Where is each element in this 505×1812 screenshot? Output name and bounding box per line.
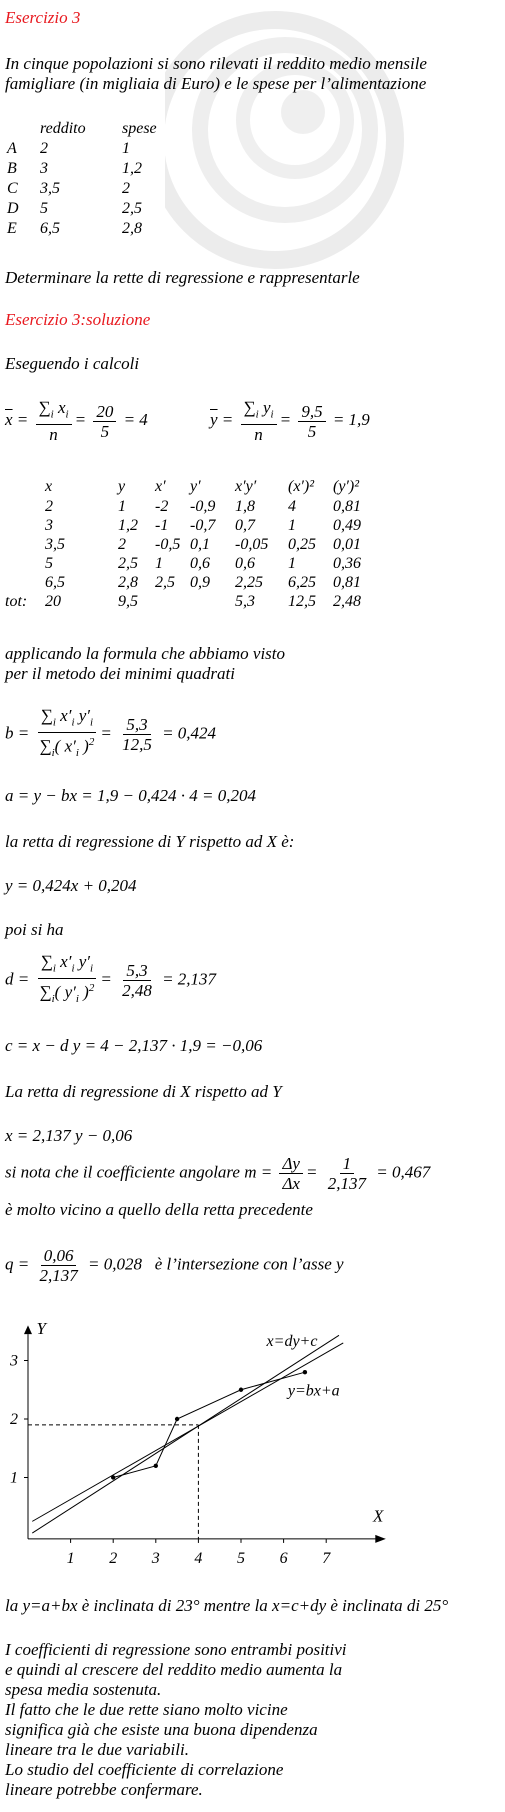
data-row-spese: 1 <box>122 140 130 157</box>
x-tick-label: 6 <box>279 1549 288 1567</box>
final-line: Lo studio del coefficiente di correlazione <box>5 1760 284 1779</box>
calc-table-cell: -0,05 <box>235 536 269 553</box>
calc-total-cell: 2,48 <box>333 593 361 610</box>
final-line: lineare tra le due variabili. <box>5 1740 189 1759</box>
final-line: significa già che esiste una buona dipendenza <box>5 1720 318 1739</box>
mean-y-formula: $\overline{y}$ = $\frac{\sum_i y_i}{n}$ = $\frac{9,5}{5}$ = 1,9 <box>210 398 370 445</box>
calc-table-cell: -2 <box>155 498 169 515</box>
data-row-reddito: 2 <box>40 140 48 157</box>
calc-table-cell: 3 <box>45 517 53 534</box>
intro-line-2: famigliare (in migliaia di Euro) e le spese per l’alimentazione <box>5 74 427 93</box>
data-row-label: D <box>7 200 19 217</box>
data-row-label: A <box>7 140 17 157</box>
x-tick-label: 1 <box>66 1549 75 1567</box>
calc-table-cell: 0,7 <box>235 517 255 534</box>
calc-total-cell: 5,3 <box>235 593 255 610</box>
x-tick-label: 7 <box>322 1549 331 1567</box>
calc-total-cell: 12,5 <box>288 593 316 610</box>
intro-line-1: In cinque popolazioni si sono rilevati il reddito medio mensile <box>5 54 427 73</box>
calc-table-cell: 1 <box>288 555 296 572</box>
calc-header-cell: x′ <box>155 478 166 495</box>
data-point <box>111 1475 115 1479</box>
calc-table-cell: 0,6 <box>235 555 255 572</box>
annotation-y-bx-a: y=bx+a <box>287 1382 340 1400</box>
calc-table-cell: -0,7 <box>190 517 216 534</box>
calc-table-cell: 0,81 <box>333 498 361 515</box>
x-tick-label: 3 <box>151 1549 160 1567</box>
calc-table-cell: 4 <box>288 498 296 515</box>
watermark-logo <box>165 0 465 270</box>
final-line: spesa media sostenuta. <box>5 1680 162 1699</box>
calc-table-cell: 5 <box>45 555 53 572</box>
calc-table-cell: 0,36 <box>333 555 361 572</box>
data-row-label: C <box>7 180 18 197</box>
reg-y-text: la retta di regressione di Y rispetto ad X è: <box>5 832 295 851</box>
calc-table-cell: 0,6 <box>190 555 210 572</box>
mean-x-formula: $\overline{x}$ = $\frac{\sum_i x_i}{n}$ = $\frac{20}{5}$ = 4 <box>5 398 148 445</box>
calc-intro: Eseguendo i calcoli <box>5 354 140 373</box>
annotation-x-dy-c: x=dy+c <box>266 1332 318 1350</box>
x-tick-label: 5 <box>237 1549 245 1567</box>
c-formula: c = x − d y = 4 − 2,137 · 1,9 = −0,06 <box>5 1036 263 1055</box>
x-tick-label: 4 <box>194 1549 203 1567</box>
data-row-label: E <box>7 220 17 237</box>
slope-line: si nota che il coefficiente angolare m = $\frac{\Delta y}{\Delta x}$ = $\frac{1}{2,137}$ = 0,467 <box>5 1154 431 1193</box>
reg-y-equation: y = 0,424x + 0,204 <box>5 876 137 895</box>
calc-header-cell: x <box>45 478 53 495</box>
calc-total-cell: 9,5 <box>118 593 138 610</box>
calc-table-cell: 0,01 <box>333 536 361 553</box>
calc-total-cell: 20 <box>45 593 61 610</box>
calc-table-cell: 2,5 <box>155 574 175 591</box>
slope-text-2: è molto vicino a quello della retta precedente <box>5 1200 313 1219</box>
x-axis-arrow <box>375 1535 386 1543</box>
formula-text-2: per il metodo dei minimi quadrati <box>5 664 235 683</box>
d-formula: d = $\frac{\sum_i x'_i y'_i}{\sum_i( y'_i )^2}$ = $\frac{5,3}{2,48}$ = 2,137 <box>5 952 217 1006</box>
calc-table-cell: 2 <box>45 498 53 515</box>
solution-title: Esercizio 3:soluzione <box>5 310 151 329</box>
y-tick-label: 2 <box>10 1411 18 1428</box>
final-line: e quindi al crescere del reddito medio aumenta la <box>5 1660 343 1679</box>
reg-x-equation: x = 2,137 y − 0,06 <box>5 1126 133 1145</box>
y-axis-label: Y <box>36 1319 46 1339</box>
calc-table-cell: 1,2 <box>118 517 138 534</box>
data-row-spese: 2,5 <box>122 200 142 217</box>
data-row-reddito: 3 <box>40 160 48 177</box>
calc-table-cell: -1 <box>155 517 169 534</box>
calc-header-cell: (x′)² <box>288 478 315 495</box>
regression-line <box>32 1332 339 1533</box>
data-point <box>303 1370 307 1374</box>
calc-table-cell: 3,5 <box>45 536 65 553</box>
calc-header-cell: (y′)² <box>333 478 360 495</box>
x-axis-label: X <box>373 1506 384 1526</box>
data-header-reddito: reddito <box>40 120 86 137</box>
data-point <box>175 1417 179 1421</box>
data-row-spese: 1,2 <box>122 160 142 177</box>
x-tick-label: 2 <box>109 1549 118 1567</box>
calc-table-cell: 6,25 <box>288 574 316 591</box>
data-row-reddito: 6,5 <box>40 220 60 237</box>
conclusion-line: la y=a+bx è inclinata di 23° mentre la x=c+dy è inclinata di 25° <box>5 1596 449 1615</box>
data-point <box>239 1388 243 1392</box>
regression-line <box>32 1343 343 1521</box>
data-row-spese: 2 <box>122 180 130 197</box>
calc-table-cell: 0,81 <box>333 574 361 591</box>
calc-table-cell: -0,9 <box>190 498 216 515</box>
y-axis-arrow <box>24 1325 32 1334</box>
data-header-spese: spese <box>122 120 157 137</box>
q-formula: q = $\frac{0,06}{2,137}$ = 0,028 è l’intersezione con l’asse y <box>5 1246 344 1285</box>
final-line: Il fatto che le due rette siano molto vicine <box>5 1700 288 1719</box>
data-row-reddito: 5 <box>40 200 48 217</box>
data-row-reddito: 3,5 <box>40 180 60 197</box>
poi-text: poi si ha <box>5 920 64 939</box>
a-formula: a = y − bx = 1,9 − 0,424 · 4 = 0,204 <box>5 786 256 805</box>
y-tick-label: 3 <box>10 1352 18 1370</box>
final-line: I coefficienti di regressione sono entrambi positivi <box>5 1640 347 1659</box>
exercise-title: Esercizio 3 <box>5 8 81 27</box>
formula-text-1: applicando la formula che abbiamo visto <box>5 644 286 663</box>
y-tick-label: 1 <box>10 1469 18 1487</box>
calc-table-cell: 1 <box>155 555 163 572</box>
data-row-spese: 2,8 <box>122 220 142 237</box>
calc-header-cell: y′ <box>190 478 201 495</box>
reg-x-text: La retta di regressione di X rispetto ad Y <box>5 1082 282 1101</box>
calc-table-cell: 1 <box>118 498 126 515</box>
calc-table-cell: 2 <box>118 536 126 553</box>
calc-header-cell: y <box>118 478 126 495</box>
calc-table-cell: 1 <box>288 517 296 534</box>
calc-table-cell: 0,25 <box>288 536 316 553</box>
b-formula: b = $\frac{\sum_i x'_i y'_i}{\sum_i( x'_i )^2}$ = $\frac{5,3}{12,5}$ = 0,424 <box>5 706 217 760</box>
calc-table-cell: 0,49 <box>333 517 361 534</box>
calc-table-cell: 2,25 <box>235 574 263 591</box>
calc-table-cell: 1,8 <box>235 498 255 515</box>
calc-total-label: tot: <box>5 593 28 610</box>
calc-table-cell: 0,9 <box>190 574 210 591</box>
regression-chart <box>0 1300 460 1590</box>
task-text: Determinare la rette di regressione e rappresentarle <box>5 268 360 287</box>
final-line: lineare potrebbe confermare. <box>5 1780 203 1799</box>
calc-table-cell: 0,1 <box>190 536 210 553</box>
calc-header-cell: x′y′ <box>235 478 257 495</box>
calc-table-cell: 2,5 <box>118 555 138 572</box>
calc-table-cell: 6,5 <box>45 574 65 591</box>
data-point <box>154 1464 158 1468</box>
calc-table-cell: -0,5 <box>155 536 181 553</box>
data-row-label: B <box>7 160 17 177</box>
calc-table-cell: 2,8 <box>118 574 138 591</box>
